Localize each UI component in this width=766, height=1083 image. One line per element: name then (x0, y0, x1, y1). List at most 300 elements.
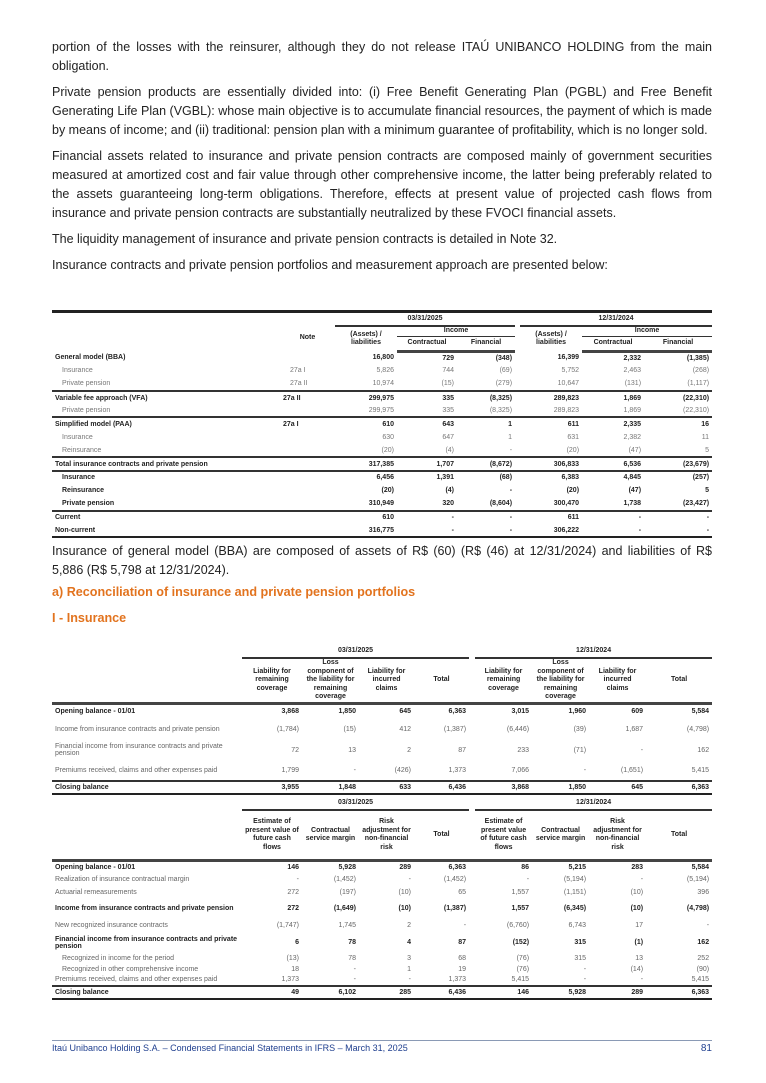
row-label: Actuarial remeasurements (55, 888, 137, 896)
value-cell: 1,687 (625, 725, 644, 733)
value-cell: 2,463 (623, 367, 642, 375)
table-row (52, 781, 712, 794)
date-header: 03/31/2025 (335, 312, 515, 327)
value-cell: (152) (512, 939, 530, 946)
value-cell: 6 (295, 939, 299, 946)
table-row (52, 986, 712, 999)
value-cell: (1,452) (443, 876, 467, 883)
paragraph-bba-note: Insurance of general model (BBA) are composed of assets of R$ (60) (R$ (46) at 12/31/2024) and liabilities of R$ 5,886 (R$ 5,798 at 12/31/2024). (52, 544, 712, 577)
table-row (52, 457, 712, 470)
value-cell: 630 (382, 433, 394, 441)
footer-text: Itaú Unibanco Holding S.A. – Condensed Financial Statements in IFRS – March 31, 2025 (52, 1043, 408, 1053)
value-cell: 6,536 (582, 457, 644, 470)
value-cell: (426) (394, 767, 411, 774)
value-cell: (348) (495, 354, 513, 362)
value-cell: 1,373 (448, 976, 467, 983)
value-cell: 5,215 (568, 864, 587, 872)
value-cell: 2 (407, 746, 411, 754)
value-cell: 289,823 (553, 406, 580, 414)
table-row (52, 471, 712, 484)
value-cell: (23,427) (682, 499, 710, 507)
value-cell: (10) (398, 888, 411, 896)
row-label: Total insurance contracts and private pension (52, 457, 280, 470)
value-cell: 17 (635, 922, 644, 929)
value-cell: 86 (521, 864, 530, 872)
value-cell: 316,775 (335, 524, 397, 537)
value-cell: 5,415 (511, 976, 530, 983)
value-cell: (76) (516, 965, 530, 973)
value-cell: 146 (287, 864, 299, 872)
table-row (52, 761, 712, 781)
value-cell: 162 (697, 746, 710, 754)
value-cell: 78 (348, 954, 356, 962)
table-row (52, 964, 712, 975)
value-cell: 72 (291, 746, 299, 754)
date-header-row (52, 645, 712, 658)
note-header: Note (299, 334, 316, 342)
value-cell: 5,826 (376, 367, 394, 375)
column-header: Loss component of the liability for remaining coverage (302, 658, 359, 703)
row-label: Private pension (62, 406, 111, 414)
value-cell: - (463, 922, 467, 929)
value-cell: 633 (359, 781, 414, 794)
value-cell: (20) (566, 487, 580, 495)
row-label: Premiums received, claims and other expenses paid (55, 767, 218, 774)
value-cell: 5,928 (532, 986, 589, 999)
value-cell: (257) (644, 471, 712, 484)
table-row (52, 391, 712, 404)
value-cell: 320 (442, 499, 454, 507)
value-cell: 2,332 (623, 354, 642, 362)
table-row (52, 431, 712, 444)
value-cell: 6,743 (568, 922, 587, 929)
note-cell (280, 431, 335, 444)
value-cell: 3,955 (242, 781, 302, 794)
value-cell: (1,387) (443, 905, 467, 912)
value-cell: - (353, 767, 356, 774)
value-cell: 6,436 (414, 986, 469, 999)
intro-text (52, 38, 712, 282)
value-cell: 1,799 (281, 767, 299, 774)
row-label: Insurance (62, 367, 93, 375)
value-cell: 610 (335, 417, 397, 430)
value-cell: (10) (630, 888, 644, 896)
value-cell: 11 (701, 433, 710, 441)
value-cell: 1,848 (302, 781, 359, 794)
column-header: Total (414, 658, 469, 703)
column-header-row (52, 658, 712, 703)
date-header: 03/31/2025 (242, 797, 469, 810)
row-label: Financial income from insurance contracts and private pension (55, 743, 223, 757)
value-cell: (14) (630, 965, 644, 973)
note-cell (280, 457, 335, 470)
table-row (52, 417, 712, 430)
value-cell: - (509, 446, 513, 454)
value-cell: (22,310) (682, 406, 710, 414)
value-cell: 283 (631, 864, 644, 872)
value-cell: 396 (697, 888, 710, 896)
value-cell: (1,747) (276, 922, 299, 929)
value-cell: - (457, 524, 515, 537)
value-cell: - (408, 876, 411, 883)
value-cell: (4) (445, 446, 454, 454)
value-cell: (4) (445, 487, 454, 495)
table-row (52, 404, 712, 417)
value-cell: (71) (573, 746, 587, 754)
row-label: Reinsurance (62, 446, 102, 454)
column-header: Liability for incurred claims (589, 658, 646, 703)
note-cell (280, 524, 335, 537)
note-cell: 27a II (280, 391, 335, 404)
value-cell: - (526, 876, 530, 883)
row-label: Recognized in income for the period (62, 954, 175, 962)
assets-header: (Assets) / liabilities (350, 330, 382, 346)
value-cell: 1 (407, 965, 411, 973)
value-cell: - (644, 524, 712, 537)
column-header: Estimate of present value of future cash flows (475, 810, 532, 861)
value-cell: 645 (589, 781, 646, 794)
value-cell: (20) (566, 446, 580, 454)
value-cell: 5,584 (691, 864, 710, 872)
value-cell: 2,382 (623, 433, 642, 441)
value-cell: 285 (359, 986, 414, 999)
row-label: Non-current (52, 524, 280, 537)
row-label: Recognized in other comprehensive income (62, 965, 199, 973)
value-cell: 87 (458, 939, 467, 946)
value-cell: (68) (457, 471, 515, 484)
note-cell (280, 511, 335, 524)
value-cell: 2,335 (582, 417, 644, 430)
table-row (52, 484, 712, 497)
value-cell: (10) (398, 905, 411, 912)
value-cell: (20) (381, 446, 394, 454)
value-cell: 1,373 (281, 976, 299, 983)
value-cell: 10,647 (557, 380, 580, 388)
value-cell: 299,975 (335, 391, 397, 404)
row-label: Financial income from insurance contracts and private pension (55, 935, 238, 950)
value-cell: 68 (458, 954, 467, 962)
value-cell: (22,310) (644, 391, 712, 404)
value-cell: 611 (520, 417, 582, 430)
table-row (52, 511, 712, 524)
value-cell: (197) (339, 888, 356, 896)
value-cell: 1,557 (511, 905, 530, 912)
value-cell: (6,345) (563, 905, 587, 912)
value-cell: 611 (520, 511, 582, 524)
value-cell: 315 (574, 939, 587, 946)
value-cell: (1,651) (620, 767, 644, 774)
row-label: Closing balance (52, 781, 242, 794)
row-label: Insurance (52, 471, 280, 484)
note-cell: 27a I (290, 367, 306, 375)
value-cell: 252 (697, 954, 710, 962)
row-label: Premiums received, claims and other expenses paid (55, 976, 218, 983)
value-cell: (268) (692, 367, 710, 375)
row-label: Closing balance (52, 986, 242, 999)
value-cell: 643 (397, 417, 457, 430)
value-cell: (5,194) (563, 876, 587, 883)
table-row (52, 919, 712, 933)
row-label: Variable fee approach (VFA) (52, 391, 280, 404)
table-row (52, 524, 712, 537)
value-cell: (47) (628, 487, 642, 495)
value-cell: 3 (407, 954, 411, 962)
column-header: Liability for remaining coverage (475, 658, 532, 703)
value-cell: - (582, 511, 644, 524)
value-cell: 5 (705, 487, 710, 495)
paragraph-liquidity: The liquidity management of insurance and private pension contracts is detailed in Note 32. (52, 232, 558, 246)
value-cell: 87 (458, 746, 467, 754)
value-cell: 306,833 (520, 457, 582, 470)
value-cell: 3,868 (281, 708, 299, 716)
blank-header (52, 645, 242, 658)
paragraph-financial-assets: Financial assets related to insurance and private pension contracts are composed mainly of government securities measured at amortized cost and fair value through other comprehensive income, the latter being preferably related to the assets guaranteeing long-term obligations. Therefore, effects at present value of projected cash flows from insurance and private pension contracts are substantially neutralized by these FVOCI financial assets. (52, 149, 712, 220)
value-cell: - (583, 965, 587, 973)
value-cell: 1,557 (511, 888, 530, 896)
row-label: Income from insurance contracts and private pension (55, 905, 234, 912)
portfolio-measurement-table (52, 310, 712, 538)
paragraph-portfolios-intro: Insurance contracts and private pension portfolios and measurement approach are presented below: (52, 258, 608, 272)
value-cell: 6,436 (414, 781, 469, 794)
column-header: Total (646, 810, 712, 861)
column-header: Liability for incurred claims (359, 658, 414, 703)
date-header: 12/31/2024 (520, 312, 712, 327)
value-cell: (8,325) (489, 406, 513, 414)
value-cell: 289,823 (520, 391, 582, 404)
value-cell: - (640, 976, 644, 983)
value-cell: - (408, 976, 411, 983)
value-cell: (1,117) (687, 380, 710, 388)
value-cell: 306,222 (520, 524, 582, 537)
value-cell: (1,151) (563, 888, 587, 896)
value-cell: 233 (517, 746, 530, 754)
value-cell: (4,798) (686, 905, 710, 912)
value-cell: 13 (635, 954, 644, 962)
value-cell: 6,363 (448, 864, 467, 872)
date-header: 12/31/2024 (475, 645, 712, 658)
column-header: Contractual service margin (532, 810, 589, 861)
table-row (52, 953, 712, 964)
row-label: Current (52, 511, 280, 524)
date-header: 03/31/2025 (242, 645, 469, 658)
row-label: Simplified model (PAA) (52, 417, 280, 430)
value-cell: 162 (697, 939, 710, 946)
value-cell: 16,800 (372, 354, 394, 362)
value-cell: 6,363 (448, 708, 467, 716)
note-cell (280, 484, 335, 497)
note-cell (280, 351, 335, 364)
paragraph-pension-products: Private pension products are essentially divided into: (i) Free Benefit Generating Plan (PGBL) and Free Benefit Generating Life Plan (VGBL): whose main objective is to accumulate financial resources, the payment of which is made by means of income; and (ii) traditional: pension plan with a minimum guarantee of profitability, which is no longer sold. (52, 85, 712, 137)
value-cell: (1) (634, 939, 644, 946)
value-cell: 4,845 (582, 471, 644, 484)
value-cell: 1,373 (448, 767, 467, 774)
value-cell: (39) (573, 725, 587, 733)
income-header: Income (582, 326, 712, 336)
column-header: Liability for remaining coverage (242, 658, 302, 703)
value-cell: 3,015 (511, 708, 530, 716)
value-cell: (1,385) (686, 354, 710, 362)
value-cell: 1 (508, 433, 513, 441)
value-cell: 2 (407, 922, 411, 929)
note-cell (280, 471, 335, 484)
value-cell: (15) (343, 725, 356, 733)
value-cell: 146 (475, 986, 532, 999)
value-cell: 7,066 (511, 767, 530, 774)
value-cell: 1,869 (623, 406, 642, 414)
value-cell: 10,974 (372, 380, 394, 388)
insurance-reconciliation-coverage-table (52, 645, 712, 795)
value-cell: 5,584 (691, 708, 710, 716)
value-cell: 6,363 (646, 986, 712, 999)
value-cell: 744 (442, 367, 454, 375)
blank-header (52, 810, 242, 861)
table-row (52, 364, 712, 377)
value-cell: - (644, 511, 712, 524)
value-cell: - (353, 976, 356, 983)
value-cell: 272 (287, 905, 299, 912)
blank-header (52, 658, 242, 703)
value-cell: 317,385 (335, 457, 397, 470)
note-cell (280, 404, 335, 417)
value-cell: (69) (499, 367, 513, 375)
subsection-heading-insurance: I - Insurance (52, 611, 127, 625)
value-cell: (6,760) (506, 922, 530, 929)
table-row (52, 351, 712, 364)
value-cell: 5,752 (561, 367, 580, 375)
column-header-row (52, 810, 712, 861)
value-cell: (20) (381, 487, 394, 495)
note-cell (280, 444, 335, 457)
date-header-row (52, 797, 712, 810)
row-label: Opening balance - 01/01 (55, 864, 136, 872)
value-cell: (6,446) (506, 725, 530, 733)
value-cell: - (640, 746, 644, 754)
value-cell: 18 (291, 965, 299, 973)
value-cell: 5,928 (338, 864, 356, 872)
table-row (52, 444, 712, 457)
value-cell: 412 (399, 725, 411, 733)
column-header: Estimate of present value of future cash flows (242, 810, 302, 861)
column-header: Risk adjustment for non-financial risk (359, 810, 414, 861)
value-cell: 78 (348, 939, 356, 946)
insurance-reconciliation-measurement-table (52, 797, 712, 1000)
value-cell: 729 (442, 354, 454, 362)
value-cell: (4,798) (686, 725, 710, 733)
value-cell: - (640, 876, 644, 883)
note-cell: 27a II (290, 380, 308, 388)
table-row (52, 497, 712, 510)
value-cell: (15) (441, 380, 454, 388)
value-cell: (76) (516, 954, 530, 962)
value-cell: (8,325) (457, 391, 515, 404)
value-cell: 6,456 (335, 471, 397, 484)
value-cell: 16 (644, 417, 712, 430)
value-cell: 1,850 (338, 708, 356, 716)
value-cell: 1 (457, 417, 515, 430)
table-row (52, 975, 712, 986)
row-label: New recognized insurance contracts (55, 922, 168, 929)
value-cell: 19 (458, 965, 467, 973)
value-cell: (279) (495, 380, 513, 388)
value-cell: (1,452) (333, 876, 356, 883)
financial-header: Financial (644, 336, 712, 351)
value-cell: 1,391 (397, 471, 457, 484)
row-label: General model (BBA) (55, 354, 126, 362)
value-cell: 647 (442, 433, 454, 441)
value-cell: (8,604) (489, 499, 513, 507)
row-label: Private pension (62, 380, 111, 388)
value-cell: 1,738 (623, 499, 642, 507)
table-row (52, 378, 712, 391)
contractual-header: Contractual (582, 336, 644, 351)
table-row (52, 933, 712, 953)
value-cell: - (397, 524, 457, 537)
table-row (52, 703, 712, 719)
page-number: 81 (700, 1043, 712, 1054)
value-cell: - (583, 767, 587, 774)
value-cell: 13 (348, 746, 356, 754)
row-label: Private pension (62, 499, 115, 507)
value-cell: (23,679) (644, 457, 712, 470)
column-header: Total (646, 658, 712, 703)
column-header: Risk adjustment for non-financial risk (589, 810, 646, 861)
section-heading-reconciliation: a) Reconciliation of insurance and private pension portfolios (52, 585, 416, 599)
row-label: Insurance (62, 433, 93, 441)
value-cell: 49 (242, 986, 302, 999)
table-row (52, 899, 712, 919)
note-cell: 27a I (280, 417, 335, 430)
assets-header: (Assets) / liabilities (535, 330, 567, 346)
value-cell: 631 (567, 433, 580, 441)
value-cell: 272 (287, 888, 299, 896)
table-row (52, 861, 712, 874)
value-cell: 1,707 (397, 457, 457, 470)
value-cell: - (582, 524, 644, 537)
income-header: Income (397, 326, 515, 336)
financial-header: Financial (457, 336, 515, 351)
value-cell: 289 (589, 986, 646, 999)
value-cell: 1,869 (582, 391, 644, 404)
value-cell: - (706, 922, 710, 929)
value-cell: (131) (624, 380, 642, 388)
reconciliation-section (52, 542, 712, 1000)
column-header: Loss component of the liability for remaining coverage (532, 658, 589, 703)
value-cell: 1,850 (532, 781, 589, 794)
value-cell: 3,868 (475, 781, 532, 794)
row-label: Reinsurance (62, 487, 105, 495)
row-label: Income from insurance contracts and private pension (55, 725, 220, 733)
value-cell: 299,975 (368, 406, 394, 414)
row-label: Realization of insurance contractual margin (55, 876, 190, 883)
value-cell: 300,470 (553, 499, 580, 507)
value-cell: 1,745 (338, 922, 356, 929)
value-cell: (47) (628, 446, 642, 454)
column-header: Contractual service margin (302, 810, 359, 861)
value-cell: (90) (696, 965, 710, 973)
value-cell: (10) (630, 905, 644, 912)
value-cell: 1,960 (568, 708, 587, 716)
value-cell: 609 (631, 708, 644, 716)
value-cell: (5,194) (686, 876, 710, 883)
paragraph-reinsurer: portion of the losses with the reinsurer, although they do not release ITAÚ UNIBANCO HOLDING from the main obligation. (52, 40, 712, 73)
value-cell: - (353, 965, 356, 973)
row-label: Opening balance - 01/01 (55, 708, 136, 716)
value-cell: 289 (399, 864, 411, 872)
note-cell (280, 497, 335, 510)
value-cell: 6,102 (302, 986, 359, 999)
value-cell: 5,415 (691, 767, 710, 774)
value-cell: (1,387) (443, 725, 467, 733)
